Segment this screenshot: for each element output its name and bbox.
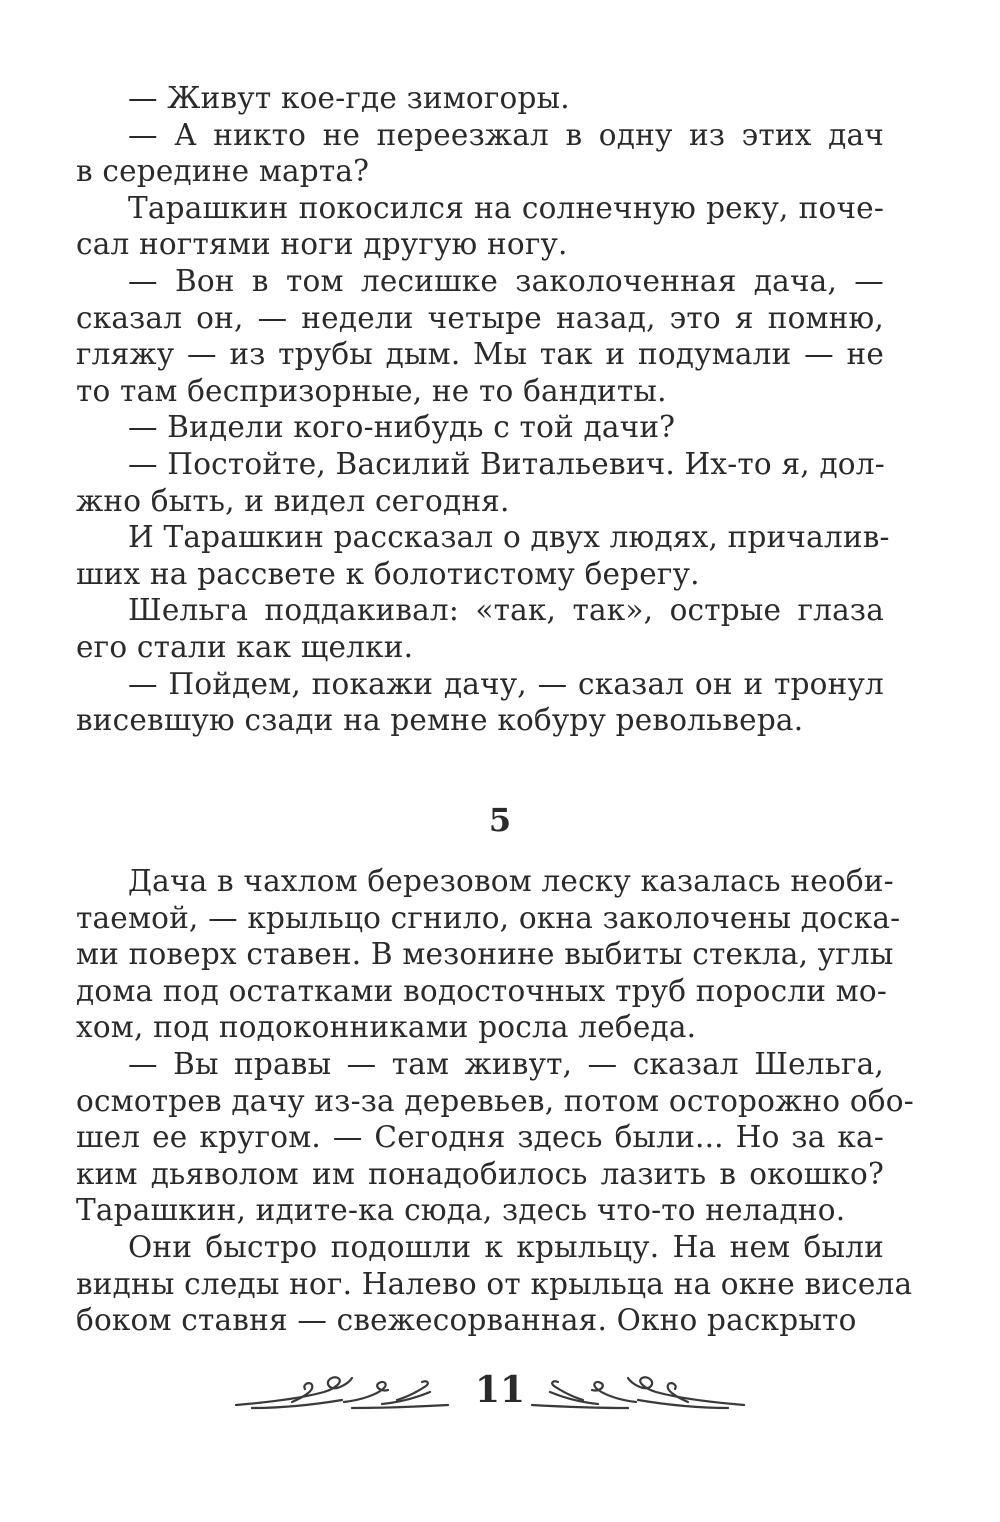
paragraph (76, 409, 884, 446)
page-body-continued (76, 863, 914, 1339)
paragraph (76, 446, 884, 519)
text-line: ших на рассвете к болотистому берегу. (76, 556, 700, 591)
paragraph (76, 117, 884, 190)
text-line: — Вон в том лесишке заколоченная дача, — (128, 263, 884, 298)
text-line: Тарашкин покосился на солнечную реку, поче- (128, 190, 884, 225)
text-line: Дача в чахлом березовом леску казалась необи- (128, 864, 894, 898)
paragraph (76, 1229, 913, 1339)
paragraph (76, 1046, 914, 1229)
paragraph (76, 190, 884, 263)
text-line: ми поверх ставен. В мезонине выбиты стекла, углы (76, 937, 894, 972)
page-footer (0, 1360, 1000, 1420)
text-line: — Пойдем, покажи дачу, — сказал он и тронул (128, 666, 884, 701)
text-line: Шельга поддакивал: «так, так», острые глаза (128, 593, 884, 628)
text-line: Тарашкин, идите-ка сюда, здесь что-то неладно. (76, 1193, 846, 1228)
paragraph (76, 80, 884, 117)
text-line: боком ставня — свежесорванная. Окно раскрыто (76, 1303, 857, 1338)
paragraph (76, 592, 884, 665)
text-line: — Живут кое-где зимогоры. (128, 81, 570, 115)
chapter-number: 5 (488, 801, 512, 839)
text-line: то там беспризорные, не то бандиты. (76, 373, 667, 408)
text-line: гляжу — из трубы дым. Мы так и подумали — не (76, 337, 884, 372)
text-section-before-chapter (76, 80, 890, 739)
text-line: сказал он, — недели четыре назад, это я помню, (76, 300, 884, 335)
text-section-chapter-5 (76, 863, 914, 1339)
text-line: — Видели кого-нибудь с той дачи? (128, 410, 676, 445)
text-line: хом, под подоконниками росла лебеда. (76, 1010, 697, 1045)
text-line: Они быстро подошли к крыльцу. На нем были (128, 1229, 884, 1264)
text-line: в середине марта? (76, 154, 370, 189)
text-line: висевшую сзади на ремне кобуру револьвера. (76, 703, 804, 738)
paragraph (76, 666, 884, 739)
paragraph (76, 519, 890, 592)
text-line: дома под остатками водосточных труб поросли мо- (76, 973, 888, 1008)
text-line: видны следы ног. Налево от крыльца на окне висела (76, 1266, 913, 1301)
text-line: осмотрев дачу из-за деревьев, потом осторожно обо- (76, 1083, 914, 1118)
text-line: сал ногтями ноги другую ногу. (76, 227, 568, 262)
right-ornament-icon (528, 1372, 748, 1418)
text-line: шел ее кругом. — Сегодня здесь были... Но за ка- (76, 1120, 884, 1155)
page-body (76, 80, 890, 739)
page-number: 11 (474, 1369, 526, 1411)
text-line: — Вы правы — там живут, — сказал Шельга, (128, 1046, 884, 1081)
text-line: таемой, — крыльцо сгнило, окна заколочены доска- (76, 900, 901, 935)
text-line: ким дьяволом им понадобилось лазить в окошко? (76, 1156, 884, 1191)
text-line: — Постойте, Василий Витальевич. Их-то я, дол- (128, 446, 885, 481)
text-line: И Тарашкин рассказал о двух людях, причалив- (128, 520, 890, 555)
text-line: его стали как щелки. (76, 629, 414, 664)
paragraph (76, 263, 884, 409)
text-line: — А никто не переезжал в одну из этих дач (128, 117, 884, 152)
text-line: жно быть, и видел сегодня. (76, 483, 510, 518)
paragraph (76, 863, 901, 1046)
